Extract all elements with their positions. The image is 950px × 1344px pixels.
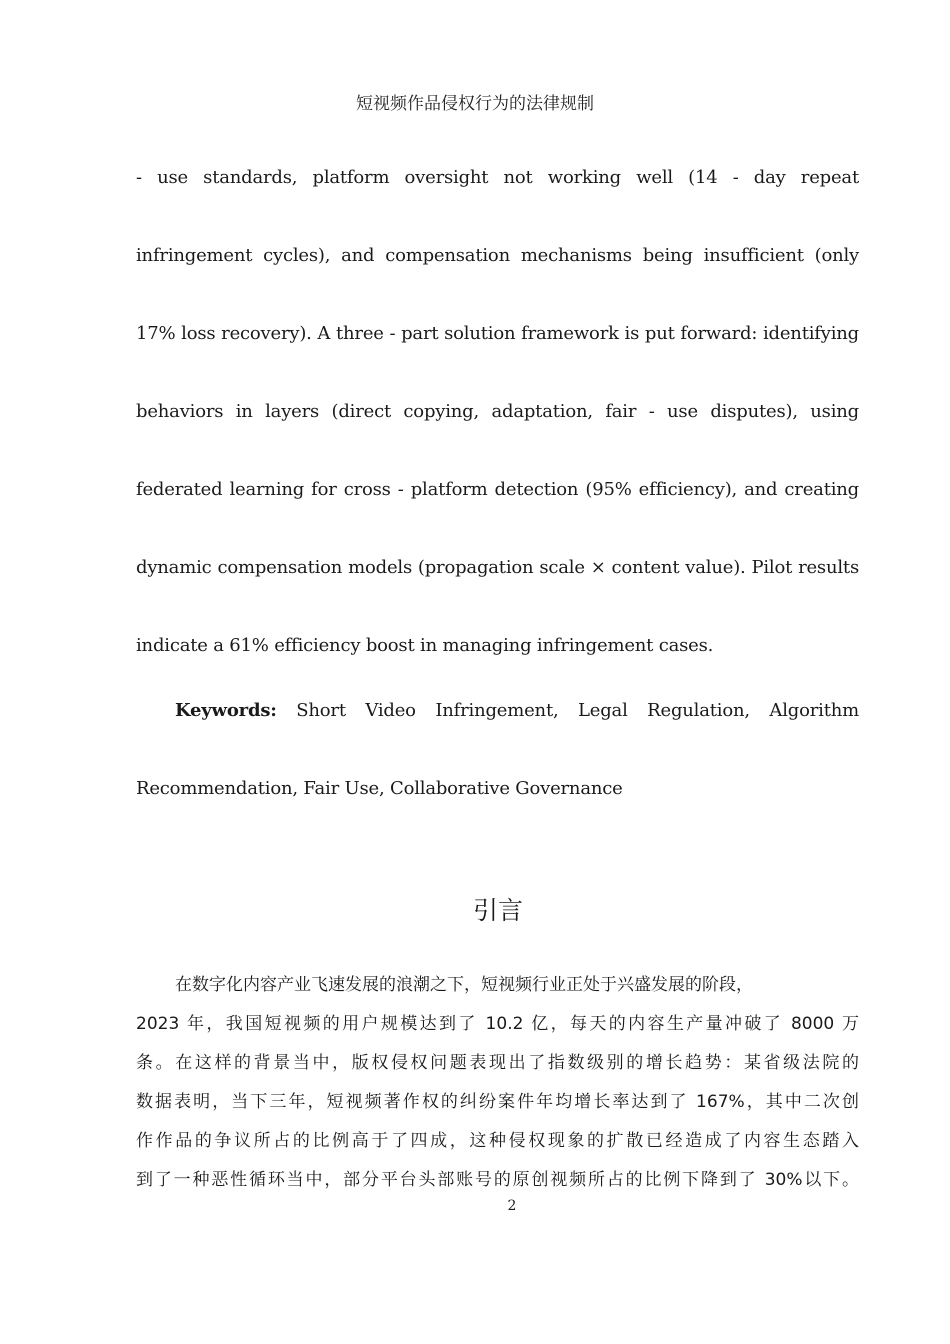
abstract-line: dynamic compensation models (propagation scale × content value). Pilot results	[136, 557, 859, 578]
paragraph-line: 条。在这样的背景当中，版权侵权问题表现出了指数级别的增长趋势：某省级法院的	[136, 1053, 859, 1073]
keywords-line: Recommendation, Fair Use, Collaborative Governance	[136, 778, 623, 799]
abstract-line: indicate a 61% efficiency boost in managing infringement cases.	[136, 635, 714, 656]
paragraph-line: 到了一种恶性循环当中，部分平台头部账号的原创视频所占的比例下降到了 30%以下。	[136, 1170, 859, 1190]
abstract-line: federated learning for cross - platform detection (95% efficiency), and creating	[136, 479, 859, 500]
keywords-line	[136, 698, 859, 724]
section-title: 引言	[472, 896, 523, 925]
keywords-label: Keywords:	[175, 700, 277, 721]
paragraph-line: 2023 年，我国短视频的用户规模达到了 10.2 亿，每天的内容生产量冲破了 8000 万	[136, 1014, 859, 1034]
paragraph-line: 作作品的争议所占的比例高于了四成，这种侵权现象的扩散已经造成了内容生态踏入	[136, 1131, 859, 1151]
keywords-text: Short Video Infringement, Legal Regulation, Algorithm	[296, 700, 859, 721]
paragraph-line: 在数字化内容产业飞速发展的浪潮之下，短视频行业正处于兴盛发展的阶段，	[175, 975, 753, 995]
running-header: 短视频作品侵权行为的法律规制	[356, 94, 594, 114]
paragraph-line: 数据表明，当下三年，短视频著作权的纠纷案件年均增长率达到了 167%，其中二次创	[136, 1092, 859, 1112]
page-number: 2	[507, 1198, 517, 1214]
abstract-line: - use standards, platform oversight not working well (14 - day repeat	[136, 167, 859, 188]
abstract-line: 17% loss recovery). A three - part solution framework is put forward: identifying	[136, 323, 859, 344]
abstract-line: infringement cycles), and compensation mechanisms being insufficient (only	[136, 245, 859, 266]
abstract-line: behaviors in layers (direct copying, adaptation, fair - use disputes), using	[136, 401, 859, 422]
